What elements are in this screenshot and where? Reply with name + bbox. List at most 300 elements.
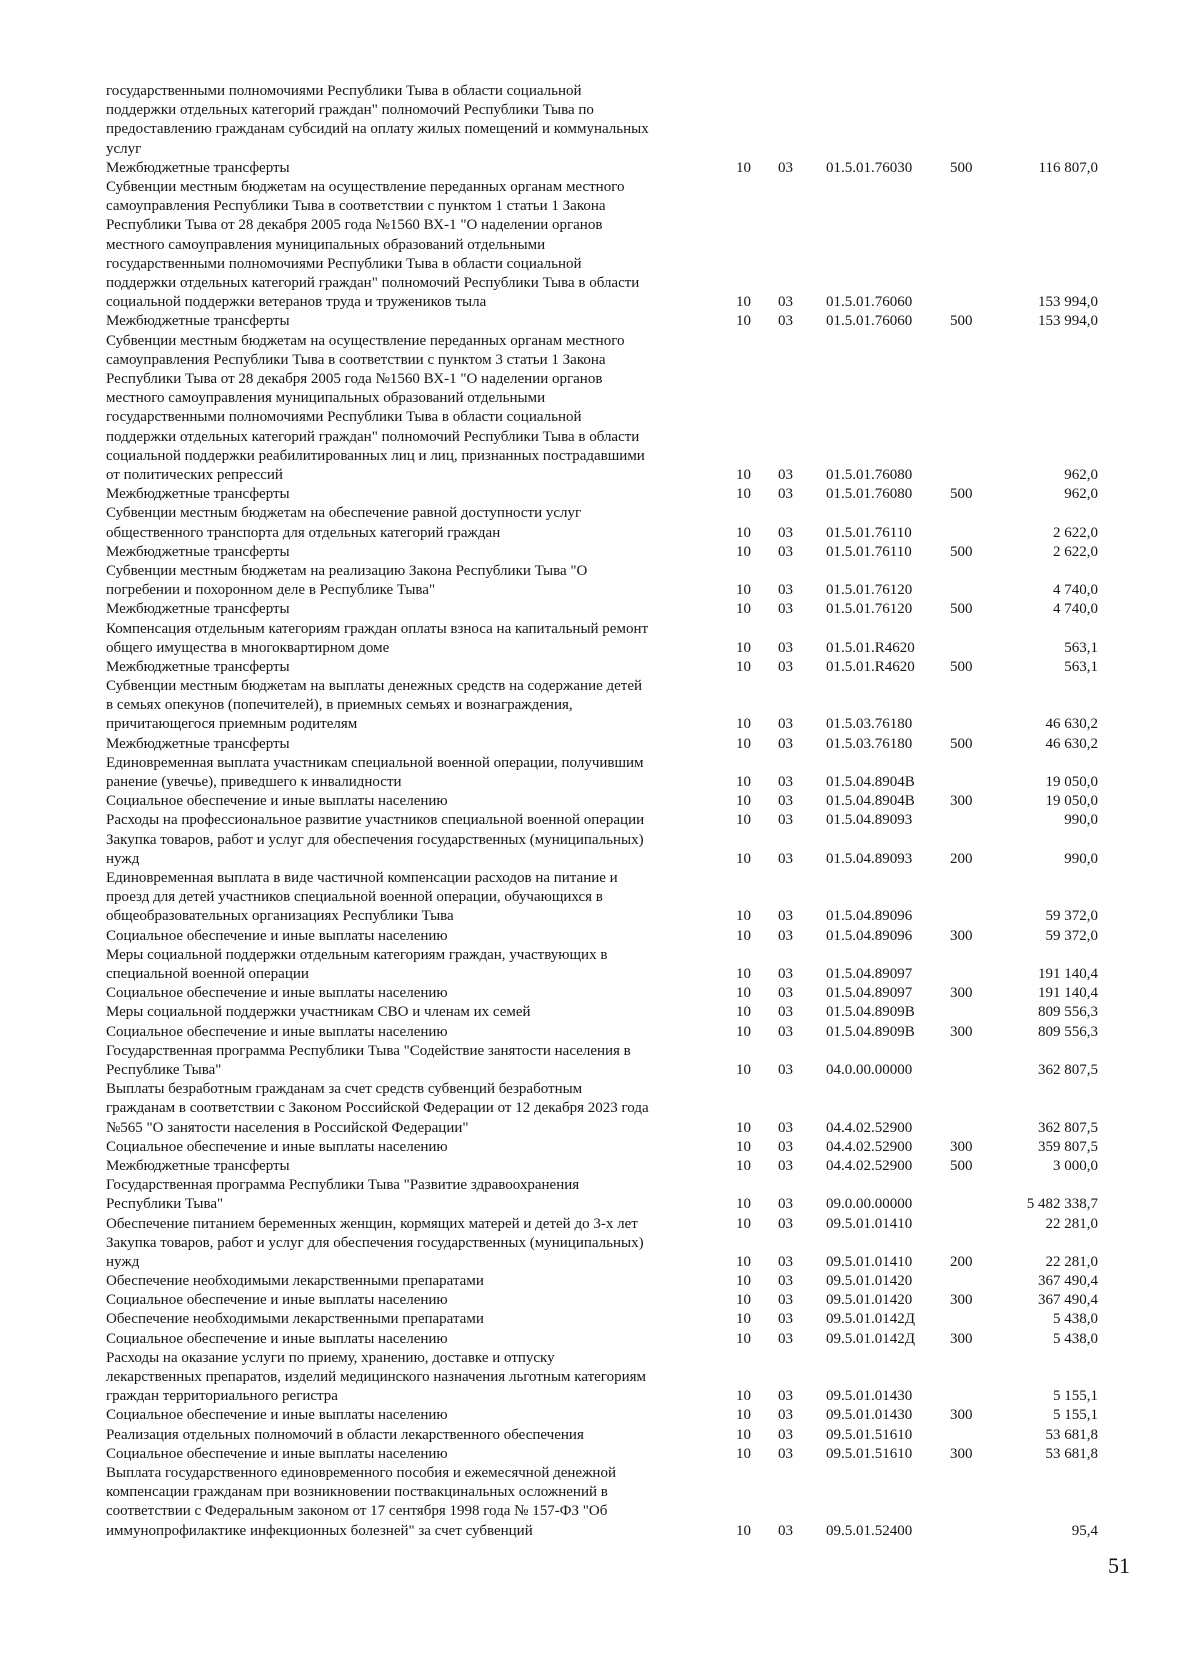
target-article-code: 09.5.01.01410 [826,1215,913,1232]
section-code: 10 [736,1196,751,1213]
description-line: Социальное обеспечение и иные выплаты населению [106,927,448,944]
description-line: Государственная программа Республики Тыва "Содействие занятости населения в [106,1042,631,1059]
subsection-code: 03 [778,927,793,944]
description-line: проезд для детей участников специальной военной операции, обучающихся в [106,889,603,906]
description-line: социальной поддержки ветеранов труда и тружеников тыла [106,294,487,311]
description-line: Обеспечение питанием беременных женщин, кормящих матерей и детей до 3-х лет [106,1215,638,1232]
amount: 46 630,2 [1045,716,1098,733]
description-line: иммунопрофилактике инфекционных болезней" за счет субвенций [106,1522,533,1539]
subsection-code: 03 [778,601,793,618]
amount: 95,4 [1071,1522,1098,1539]
row-description [106,485,714,504]
target-article-code: 09.5.01.01420 [826,1273,913,1290]
row-description [106,1349,714,1407]
row-description [106,1445,714,1464]
row-description [106,754,714,792]
subsection-code: 03 [778,1215,793,1232]
target-article-code: 01.5.04.89096 [826,927,913,944]
subsection-code: 03 [778,159,793,176]
subsection-code: 03 [778,850,793,867]
section-code: 10 [736,1311,751,1328]
subsection-code: 03 [778,1138,793,1155]
target-article-code: 09.5.01.51610 [826,1426,913,1443]
expense-type-code: 500 [950,159,973,176]
description-line: Обеспечение необходимыми лекарственными препаратами [106,1273,484,1290]
target-article-code: 01.5.01.76110 [826,524,912,541]
table-row [0,946,1200,984]
row-description [106,677,714,735]
table-row [0,1445,1200,1464]
amount: 191 140,4 [1038,985,1098,1002]
section-code: 10 [736,1273,751,1290]
amount: 2 622,0 [1053,524,1098,541]
description-line: Компенсация отдельным категориям граждан оплаты взноса на капитальный ремонт [106,620,649,637]
amount: 2 622,0 [1053,543,1098,560]
subsection-code: 03 [778,1061,793,1078]
target-article-code: 01.5.01.76030 [826,159,913,176]
amount: 22 281,0 [1045,1253,1098,1270]
subsection-code: 03 [778,1388,793,1405]
section-code: 10 [736,1426,751,1443]
amount: 191 140,4 [1038,965,1098,982]
section-code: 10 [736,1388,751,1405]
description-line: причитающегося приемным родителям [106,716,358,733]
table-row [0,562,1200,600]
description-line: Республике Тыва" [106,1061,222,1078]
section-code: 10 [736,1407,751,1424]
description-line: Межбюджетные трансферты [106,159,290,176]
row-description [106,831,714,869]
table-row [0,159,1200,178]
amount: 990,0 [1064,850,1098,867]
description-line: Единовременная выплата участникам специальной военной операции, получившим [106,754,644,771]
amount: 809 556,3 [1038,1004,1098,1021]
table-row [0,312,1200,331]
target-article-code: 01.5.04.89097 [826,985,913,1002]
target-article-code: 09.5.01.01420 [826,1292,913,1309]
description-line: Республики Тыва от 28 декабря 2005 года №1560 ВХ-1 "О наделении органов [106,370,603,387]
subsection-code: 03 [778,1522,793,1539]
description-line: местного самоуправления муниципальных образований отдельными [106,390,546,407]
table-row [0,332,1200,486]
row-description [106,1215,714,1234]
description-line: общеобразовательных организациях Республики Тыва [106,908,454,925]
table-row [0,1272,1200,1291]
row-description [106,1272,714,1291]
row-description [106,984,714,1003]
expense-type-code: 500 [950,313,973,330]
amount: 362 807,5 [1038,1119,1098,1136]
description-line: Межбюджетные трансферты [106,486,290,503]
table-row [0,1464,1200,1541]
description-line: государственными полномочиями Республики Тыва в области социальной [106,409,582,426]
target-article-code: 01.5.01.76120 [826,601,913,618]
description-line: Единовременная выплата в виде частичной компенсации расходов на питание и [106,870,618,887]
row-description [106,312,714,331]
section-code: 10 [736,1292,751,1309]
table-row [0,927,1200,946]
table-row [0,504,1200,542]
target-article-code: 01.5.01.76060 [826,294,913,311]
expense-type-code: 500 [950,735,973,752]
table-row [0,869,1200,927]
target-article-code: 01.5.04.89093 [826,850,913,867]
subsection-code: 03 [778,639,793,656]
amount: 116 807,0 [1038,159,1098,176]
description-line: Закупка товаров, работ и услуг для обеспечения государственных (муниципальных) [106,1234,644,1251]
section-code: 10 [736,774,751,791]
section-code: 10 [736,1215,751,1232]
subsection-code: 03 [778,735,793,752]
target-article-code: 01.5.01.76060 [826,313,913,330]
table-row [0,1003,1200,1022]
row-description [106,946,714,984]
description-line: государственными полномочиями Республики Тыва в области социальной [106,255,582,272]
row-description [106,1464,714,1541]
row-description [106,504,714,542]
table-row [0,1215,1200,1234]
row-description [106,927,714,946]
amount: 53 681,8 [1045,1426,1098,1443]
table-row [0,1234,1200,1272]
section-code: 10 [736,985,751,1002]
description-line: Выплата государственного единовременного пособия и ежемесячной денежной [106,1464,616,1481]
section-code: 10 [736,159,751,176]
section-code: 10 [736,294,751,311]
row-description [106,562,714,600]
row-description [106,82,714,159]
table-row [0,1291,1200,1310]
amount: 5 438,0 [1053,1330,1098,1347]
subsection-code: 03 [778,1273,793,1290]
table-row [0,1042,1200,1080]
table-row [0,600,1200,619]
section-code: 10 [736,1023,751,1040]
target-article-code: 04.4.02.52900 [826,1157,913,1174]
target-article-code: 01.5.04.8904В [826,774,915,791]
subsection-code: 03 [778,965,793,982]
description-line: специальной военной операции [106,966,309,982]
expense-type-code: 300 [950,1292,973,1309]
description-line: общего имущества в многоквартирном доме [106,639,390,656]
table-row [0,658,1200,677]
description-line: Обеспечение необходимыми лекарственными препаратами [106,1311,484,1328]
expense-type-code: 300 [950,1445,973,1462]
amount: 990,0 [1064,812,1098,829]
description-line: Закупка товаров, работ и услуг для обеспечения государственных (муниципальных) [106,831,644,848]
description-line: Субвенции местным бюджетам на обеспечение равной доступности услуг [106,505,582,522]
row-description [106,1003,714,1022]
subsection-code: 03 [778,1004,793,1021]
expense-type-code: 300 [950,1407,973,1424]
target-article-code: 01.5.01.76110 [826,543,912,560]
description-line: Меры социальной поддержки участникам СВО и членам их семей [106,1004,531,1021]
row-description [106,1138,714,1157]
table-row [0,485,1200,504]
description-line: нужд [106,850,140,867]
subsection-code: 03 [778,793,793,810]
table-row [0,677,1200,735]
description-line: соответствии с Федеральным законом от 17 сентября 1998 года № 157-ФЗ "Об [106,1503,608,1520]
description-line: самоуправления Республики Тыва в соответствии с пунктом 1 статьи 1 Закона [106,198,606,215]
subsection-code: 03 [778,812,793,829]
expense-type-code: 300 [950,793,973,810]
target-article-code: 01.5.01.R4620 [826,639,915,656]
description-line: ранение (увечье), приведшего к инвалидности [106,774,402,791]
table-row [0,1310,1200,1329]
table-row [0,811,1200,830]
section-code: 10 [736,1522,751,1539]
description-line: Субвенции местным бюджетам на осуществление переданных органам местного [106,332,625,349]
description-line: самоуправления Республики Тыва в соответствии с пунктом 3 статьи 1 Закона [106,351,606,368]
description-line: Социальное обеспечение и иные выплаты населению [106,1023,448,1040]
target-article-code: 01.5.04.8909В [826,1004,915,1021]
description-line: Реализация отдельных полномочий в области лекарственного обеспечения [106,1426,584,1443]
expense-type-code: 200 [950,850,973,867]
description-line: Социальное обеспечение и иные выплаты населению [106,793,448,810]
target-article-code: 01.5.03.76180 [826,735,913,752]
subsection-code: 03 [778,313,793,330]
amount: 367 490,4 [1038,1292,1098,1309]
description-line: Выплаты безработным гражданам за счет средств субвенций безработным [106,1081,583,1098]
row-description [106,735,714,754]
row-description [106,159,714,178]
subsection-code: 03 [778,486,793,503]
description-line: социальной поддержки реабилитированных лиц и лиц, признанных пострадавшими [106,447,645,464]
subsection-code: 03 [778,1330,793,1347]
table-row [0,792,1200,811]
section-code: 10 [736,524,751,541]
page-number: 51 [1108,1553,1130,1578]
description-line: №565 "О занятости населения в Российской Федерации" [106,1119,469,1136]
amount: 5 438,0 [1053,1311,1098,1328]
amount: 22 281,0 [1045,1215,1098,1232]
row-description [106,811,714,830]
amount: 53 681,8 [1045,1445,1098,1462]
row-description [106,178,714,312]
expense-type-code: 500 [950,543,973,560]
target-article-code: 09.5.01.01430 [826,1407,913,1424]
target-article-code: 01.5.04.8909В [826,1023,915,1040]
row-description [106,1291,714,1310]
description-line: Социальное обеспечение и иные выплаты населению [106,1138,448,1155]
description-line: Межбюджетные трансферты [106,543,290,560]
amount: 153 994,0 [1038,294,1098,311]
description-line: Государственная программа Республики Тыва "Развитие здравоохранения [106,1177,580,1194]
description-line: Республики Тыва" [106,1196,224,1213]
section-code: 10 [736,601,751,618]
subsection-code: 03 [778,294,793,311]
description-line: погребении и похоронном деле в Республике Тыва" [106,582,436,599]
table-row [0,1023,1200,1042]
subsection-code: 03 [778,1196,793,1213]
section-code: 10 [736,1253,751,1270]
subsection-code: 03 [778,1311,793,1328]
description-line: Расходы на оказание услуги по приему, хранению, доставке и отпуску [106,1349,555,1366]
target-article-code: 01.5.03.76180 [826,716,913,733]
section-code: 10 [736,927,751,944]
expense-type-code: 500 [950,658,973,675]
row-description [106,792,714,811]
table-row [0,1406,1200,1425]
amount: 5 155,1 [1053,1388,1098,1405]
table-row [0,82,1200,159]
row-description [106,1234,714,1272]
row-description [106,1042,714,1080]
table-row [0,1330,1200,1349]
section-code: 10 [736,965,751,982]
subsection-code: 03 [778,658,793,675]
description-line: Республики Тыва от 28 декабря 2005 года №1560 ВХ-1 "О наделении органов [106,217,603,234]
section-code: 10 [736,716,751,733]
expense-type-code: 300 [950,1138,973,1155]
table-row [0,620,1200,658]
expense-type-code: 300 [950,985,973,1002]
section-code: 10 [736,908,751,925]
table-row [0,1138,1200,1157]
amount: 563,1 [1064,658,1098,675]
subsection-code: 03 [778,1445,793,1462]
target-article-code: 01.5.01.76080 [826,466,913,483]
row-description [106,620,714,658]
amount: 809 556,3 [1038,1023,1098,1040]
section-code: 10 [736,812,751,829]
table-row [0,984,1200,1003]
amount: 19 050,0 [1045,793,1098,810]
budget-table [0,82,1200,1541]
description-line: от политических репрессий [106,466,283,483]
expense-type-code: 500 [950,1157,973,1174]
section-code: 10 [736,1119,751,1136]
target-article-code: 01.5.04.89096 [826,908,913,925]
row-description [106,1080,714,1138]
target-article-code: 01.5.01.76120 [826,582,913,599]
expense-type-code: 500 [950,601,973,618]
table-row [0,831,1200,869]
table-row [0,1157,1200,1176]
subsection-code: 03 [778,1292,793,1309]
amount: 962,0 [1064,466,1098,483]
row-description [106,869,714,927]
description-line: Межбюджетные трансферты [106,601,290,618]
description-line: в семьях опекунов (попечителей), в приемных семьях и вознаграждения, [106,697,573,714]
section-code: 10 [736,486,751,503]
section-code: 10 [736,735,751,752]
section-code: 10 [736,1004,751,1021]
subsection-code: 03 [778,774,793,791]
row-description [106,1426,714,1445]
table-row [0,543,1200,562]
expense-type-code: 300 [950,927,973,944]
table-row [0,1176,1200,1214]
description-line: Межбюджетные трансферты [106,313,290,330]
description-line: общественного транспорта для отдельных категорий граждан [106,524,501,541]
section-code: 10 [736,1445,751,1462]
table-row [0,1426,1200,1445]
amount: 59 372,0 [1045,908,1098,925]
row-description [106,1406,714,1425]
target-article-code: 01.5.01.R4620 [826,658,915,675]
table-row [0,1080,1200,1138]
description-line: Социальное обеспечение и иные выплаты населению [106,1407,448,1424]
amount: 3 000,0 [1053,1157,1098,1174]
row-description [106,1157,714,1176]
section-code: 10 [736,582,751,599]
amount: 4 740,0 [1053,582,1098,599]
target-article-code: 09.5.01.01410 [826,1253,913,1270]
row-description [106,543,714,562]
section-code: 10 [736,543,751,560]
description-line: Межбюджетные трансферты [106,1157,290,1174]
description-line: гражданам в соответствии с Законом Российской Федерации от 12 декабря 2023 года [106,1100,649,1117]
subsection-code: 03 [778,985,793,1002]
table-row [0,754,1200,792]
description-line: Межбюджетные трансферты [106,735,290,752]
description-line: лекарственных препаратов, изделий медицинского назначения льготным категориям [106,1369,647,1386]
target-article-code: 04.0.00.00000 [826,1061,913,1078]
description-line: государственными полномочиями Республики Тыва в области социальной [106,83,582,99]
description-line: Меры социальной поддержки отдельным категориям граждан, участвующих в [106,946,608,963]
expense-type-code: 200 [950,1253,973,1270]
description-line: Субвенции местным бюджетам на выплаты денежных средств на содержание детей [106,678,643,695]
amount: 563,1 [1064,639,1098,656]
table-row [0,735,1200,754]
amount: 5 155,1 [1053,1407,1098,1424]
amount: 46 630,2 [1045,735,1098,752]
amount: 5 482 338,7 [1026,1196,1098,1213]
description-line: граждан территориального регистра [106,1388,338,1405]
target-article-code: 09.5.01.0142Д [826,1311,915,1328]
section-code: 10 [736,1157,751,1174]
target-article-code: 01.5.04.89097 [826,965,913,982]
description-line: Социальное обеспечение и иные выплаты населению [106,1292,448,1309]
description-line: Социальное обеспечение и иные выплаты населению [106,985,448,1002]
row-description [106,1176,714,1214]
subsection-code: 03 [778,1157,793,1174]
target-article-code: 09.5.01.0142Д [826,1330,915,1347]
amount: 362 807,5 [1038,1061,1098,1078]
expense-type-code: 300 [950,1023,973,1040]
row-description [106,600,714,619]
target-article-code: 04.4.02.52900 [826,1138,913,1155]
subsection-code: 03 [778,543,793,560]
target-article-code: 09.5.01.51610 [826,1445,913,1462]
subsection-code: 03 [778,716,793,733]
description-line: Субвенции местным бюджетам на реализацию Закона Республики Тыва "О [106,562,588,579]
row-description [106,1023,714,1042]
section-code: 10 [736,1061,751,1078]
description-line: поддержки отдельных категорий граждан" полномочий Республики Тыва в области [106,428,640,445]
description-line: Межбюджетные трансферты [106,658,290,675]
target-article-code: 04.4.02.52900 [826,1119,913,1136]
description-line: поддержки отдельных категорий граждан" полномочий Республики Тыва в области [106,275,640,291]
row-description [106,1330,714,1349]
description-line: компенсации гражданам при возникновении поствакцинальных осложнений в [106,1484,608,1501]
section-code: 10 [736,313,751,330]
amount: 59 372,0 [1045,927,1098,944]
subsection-code: 03 [778,1119,793,1136]
section-code: 10 [736,639,751,656]
amount: 359 807,5 [1038,1138,1098,1155]
target-article-code: 01.5.04.89093 [826,812,913,829]
expense-type-code: 500 [950,486,973,503]
row-description [106,332,714,486]
target-article-code: 09.5.01.01430 [826,1388,913,1405]
target-article-code: 01.5.04.8904В [826,793,915,810]
description-line: Субвенции местным бюджетам на осуществление переданных органам местного [106,178,625,195]
description-line: нужд [106,1253,140,1270]
amount: 4 740,0 [1053,601,1098,618]
